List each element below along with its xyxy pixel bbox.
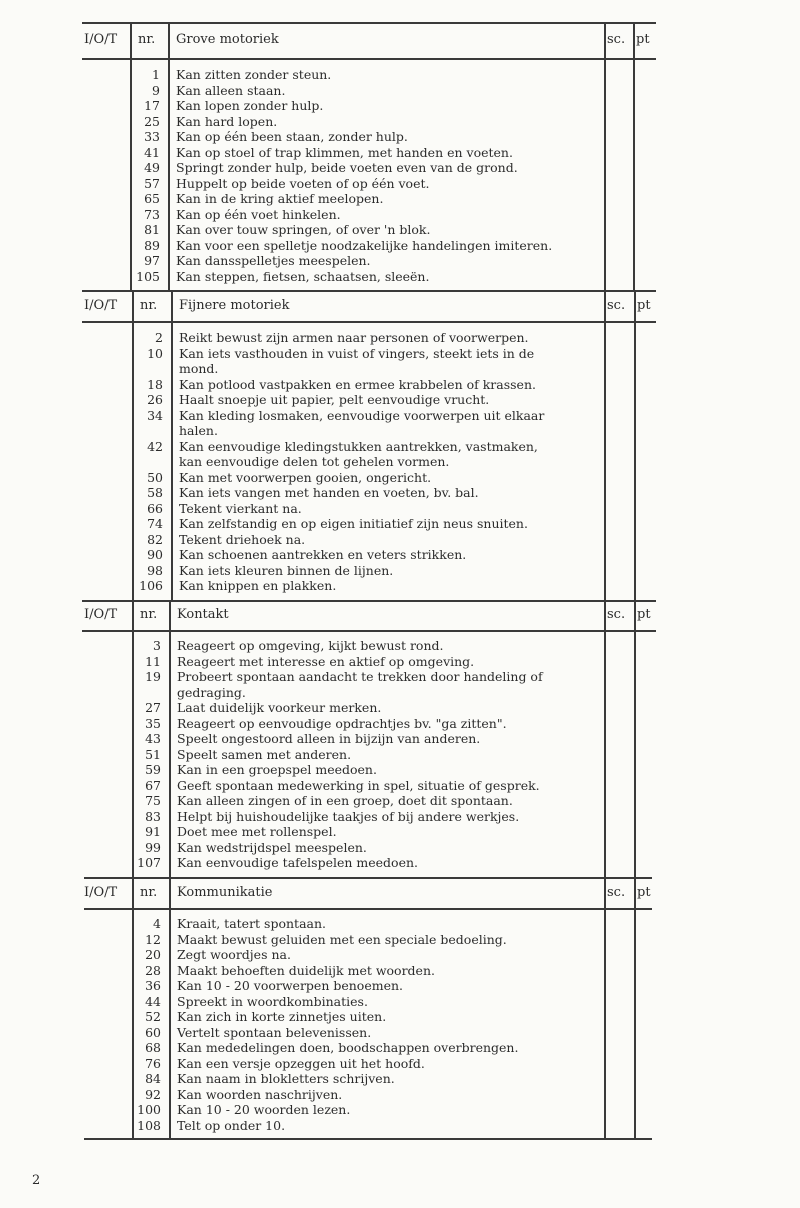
item-number: 50 bbox=[147, 469, 163, 485]
item-text: Kan op stoel of trap klimmen, met handen en voeten. bbox=[176, 144, 513, 160]
header-sc: sc. bbox=[607, 607, 626, 622]
item-text: Kan eenvoudige tafelspelen meedoen. bbox=[177, 855, 418, 870]
item-number: 17 bbox=[144, 98, 160, 113]
item-text: Kan knippen en plakken. bbox=[179, 578, 337, 593]
item-text: Kan hard lopen. bbox=[176, 113, 278, 129]
column-rule bbox=[168, 22, 170, 290]
item-number: 57 bbox=[144, 175, 160, 191]
item-text: Kan naam in blokletters schrijven. bbox=[177, 1071, 395, 1086]
column-rule bbox=[130, 22, 132, 58]
item-text: Geeft spontaan medewerking in spel, situatie of gesprek. bbox=[177, 777, 540, 793]
item-text: Kan wedstrijdspel meespelen. bbox=[177, 839, 367, 855]
section-title: Fijnere motoriek bbox=[179, 297, 290, 313]
item-number: 27 bbox=[145, 700, 161, 715]
item-number: 97 bbox=[144, 253, 160, 268]
item-text: Speelt ongestoord alleen in bijzijn van anderen. bbox=[177, 731, 481, 746]
header-nr: nr. bbox=[140, 297, 158, 313]
item-number: 67 bbox=[145, 777, 161, 793]
column-rule bbox=[604, 22, 606, 290]
item-number: 20 bbox=[145, 947, 161, 962]
item-text: Springt zonder hulp, beide voeten even van de grond. bbox=[176, 160, 518, 175]
item-text: Tekent driehoek na. bbox=[179, 531, 306, 547]
header-pt: pt bbox=[637, 297, 651, 313]
item-text: Kraait, tatert spontaan. bbox=[177, 916, 326, 931]
item-number: 68 bbox=[145, 1040, 161, 1055]
item-text: Huppelt op beide voeten of op één voet. bbox=[176, 175, 430, 191]
item-number: 106 bbox=[139, 578, 163, 593]
item-text: gedraging. bbox=[177, 684, 246, 700]
item-number: 91 bbox=[145, 824, 161, 839]
column-rule bbox=[169, 600, 171, 877]
item-text: Tekent vierkant na. bbox=[179, 500, 302, 516]
item-number: 76 bbox=[145, 1055, 161, 1071]
item-text: Reageert op omgeving, kijkt bewust rond. bbox=[177, 638, 444, 653]
header-iot: I/O/T bbox=[84, 607, 118, 622]
item-number: 73 bbox=[144, 206, 160, 222]
item-number: 60 bbox=[145, 1024, 161, 1040]
item-number: 11 bbox=[145, 653, 161, 669]
item-number: 65 bbox=[144, 191, 160, 206]
item-text: Kan schoenen aantrekken en veters strikken. bbox=[179, 547, 467, 562]
item-text: Kan steppen, fietsen, schaatsen, sleeën. bbox=[176, 268, 430, 284]
item-text: Kan 10 - 20 woorden lezen. bbox=[177, 1102, 351, 1117]
item-number: 98 bbox=[147, 562, 163, 578]
item-number: 74 bbox=[147, 516, 163, 531]
item-text: Kan eenvoudige kledingstukken aantrekken, vastmaken, bbox=[179, 438, 538, 454]
item-number: 3 bbox=[153, 638, 161, 653]
item-number: 105 bbox=[136, 268, 160, 284]
item-text: Telt op onder 10. bbox=[177, 1117, 286, 1133]
item-number: 44 bbox=[145, 993, 161, 1009]
item-text: Kan potlood vastpakken en ermee krabbelen of krassen. bbox=[179, 376, 536, 392]
header-iot: I/O/T bbox=[84, 884, 118, 900]
item-number: 107 bbox=[137, 855, 161, 870]
item-text: Kan woorden naschrijven. bbox=[177, 1086, 343, 1102]
item-number: 59 bbox=[145, 762, 161, 777]
item-number: 51 bbox=[145, 746, 161, 762]
item-text: Kan mededelingen doen, boodschappen overbrengen. bbox=[177, 1040, 519, 1055]
item-text: Reageert op eenvoudige opdrachtjes bv. "ga zitten". bbox=[177, 715, 507, 731]
header-iot: I/O/T bbox=[84, 32, 118, 47]
column-rule bbox=[604, 600, 606, 877]
item-text: Kan alleen staan. bbox=[176, 82, 286, 98]
item-text: mond. bbox=[179, 361, 219, 376]
item-text: halen. bbox=[179, 423, 218, 438]
header-bottom-rule bbox=[82, 321, 656, 323]
item-number: 36 bbox=[145, 978, 161, 993]
item-text: Spreekt in woordkombinaties. bbox=[177, 993, 368, 1009]
header-sc: sc. bbox=[607, 297, 626, 313]
item-number: 42 bbox=[147, 438, 163, 454]
item-text: Haalt snoepje uit papier, pelt eenvoudige vrucht. bbox=[179, 392, 490, 407]
item-number: 99 bbox=[145, 839, 161, 855]
item-text: Zegt woordjes na. bbox=[177, 947, 291, 962]
column-rule bbox=[171, 290, 173, 600]
item-text: Kan met voorwerpen gooien, ongericht. bbox=[179, 469, 432, 485]
item-number: 2 bbox=[155, 330, 163, 345]
column-rule bbox=[604, 290, 606, 600]
header-pt: pt bbox=[637, 607, 651, 622]
item-text: Kan zich in korte zinnetjes uiten. bbox=[177, 1009, 387, 1024]
item-text: Maakt behoeften duidelijk met woorden. bbox=[177, 962, 435, 978]
header-pt: pt bbox=[636, 32, 650, 47]
item-number: 43 bbox=[145, 731, 161, 746]
item-number: 26 bbox=[147, 392, 163, 407]
item-number: 28 bbox=[145, 962, 161, 978]
item-text: Reikt bewust zijn armen naar personen of voorwerpen. bbox=[179, 330, 529, 345]
item-text: Kan op één voet hinkelen. bbox=[176, 206, 341, 222]
item-text: Vertelt spontaan belevenissen. bbox=[177, 1024, 372, 1040]
item-text: Kan op één been staan, zonder hulp. bbox=[176, 129, 408, 144]
item-number: 84 bbox=[145, 1071, 161, 1086]
item-number: 10 bbox=[147, 345, 163, 361]
item-text: Kan in de kring aktief meelopen. bbox=[176, 191, 384, 206]
item-text: Reageert met interesse en aktief op omgeving. bbox=[177, 653, 475, 669]
item-text: Kan zitten zonder steun. bbox=[176, 67, 332, 82]
item-text: Kan in een groepspel meedoen. bbox=[177, 762, 377, 777]
item-number: 52 bbox=[145, 1009, 161, 1024]
item-text: Laat duidelijk voorkeur merken. bbox=[177, 700, 382, 715]
column-rule bbox=[634, 877, 636, 1138]
item-number: 66 bbox=[147, 500, 163, 516]
item-text: Kan kleding losmaken, eenvoudige voorwerpen uit elkaar bbox=[179, 407, 545, 423]
item-text: Probeert spontaan aandacht te trekken door handeling of bbox=[177, 669, 543, 684]
item-number: 58 bbox=[147, 485, 163, 500]
column-rule bbox=[132, 877, 134, 908]
page-number: 2 bbox=[32, 1173, 41, 1188]
table-bottom-rule bbox=[84, 1138, 652, 1140]
item-text: Doet mee met rollenspel. bbox=[177, 824, 337, 839]
item-number: 4 bbox=[153, 916, 161, 931]
item-number: 49 bbox=[144, 160, 160, 175]
section-title: Kontakt bbox=[177, 607, 229, 622]
header-sc: sc. bbox=[607, 884, 626, 900]
item-number: 100 bbox=[137, 1102, 161, 1117]
header-pt: pt bbox=[637, 884, 651, 900]
item-number: 1 bbox=[152, 67, 160, 82]
item-number: 89 bbox=[144, 237, 160, 253]
item-text: Kan iets vangen met handen en voeten, bv. bal. bbox=[179, 485, 479, 500]
item-text: Kan dansspelletjes meespelen. bbox=[176, 253, 371, 268]
column-rule bbox=[132, 600, 134, 630]
item-text: Kan lopen zonder hulp. bbox=[176, 98, 324, 113]
item-number: 9 bbox=[152, 82, 160, 98]
header-sc: sc. bbox=[607, 32, 626, 47]
item-number: 92 bbox=[145, 1086, 161, 1102]
item-number: 82 bbox=[147, 531, 163, 547]
item-number: 12 bbox=[145, 931, 161, 947]
column-rule bbox=[634, 290, 636, 600]
item-text: Kan zelfstandig en op eigen initiatief zijn neus snuiten. bbox=[179, 516, 528, 531]
item-number: 18 bbox=[147, 376, 163, 392]
item-text: Kan over touw springen, of over 'n blok. bbox=[176, 222, 431, 237]
column-rule bbox=[633, 22, 635, 290]
item-text: Kan voor een spelletje noodzakelijke handelingen imiteren. bbox=[176, 237, 553, 253]
item-text: Helpt bij huishoudelijke taakjes of bij andere werkjes. bbox=[177, 808, 520, 824]
item-number: 41 bbox=[144, 144, 160, 160]
section-top-rule bbox=[82, 290, 656, 292]
item-number: 34 bbox=[147, 407, 163, 423]
item-number: 83 bbox=[145, 808, 161, 824]
item-number: 90 bbox=[147, 547, 163, 562]
item-text: Speelt samen met anderen. bbox=[177, 746, 352, 762]
section-title: Kommunikatie bbox=[177, 884, 273, 900]
item-number: 75 bbox=[145, 793, 161, 808]
item-text: Kan alleen zingen of in een groep, doet dit spontaan. bbox=[177, 793, 513, 808]
item-text: Kan een versje opzeggen uit het hoofd. bbox=[177, 1055, 425, 1071]
item-text: Maakt bewust geluiden met een speciale bedoeling. bbox=[177, 931, 507, 947]
item-text: Kan iets vasthouden in vuist of vingers, steekt iets in de bbox=[179, 345, 535, 361]
column-rule bbox=[169, 877, 171, 1138]
section-title: Grove motoriek bbox=[176, 32, 279, 47]
item-number: 108 bbox=[137, 1117, 161, 1133]
item-number: 19 bbox=[145, 669, 161, 684]
item-number: 35 bbox=[145, 715, 161, 731]
column-rule bbox=[634, 600, 636, 877]
item-text: Kan 10 - 20 voorwerpen benoemen. bbox=[177, 978, 404, 993]
header-nr: nr. bbox=[138, 32, 156, 47]
header-nr: nr. bbox=[140, 884, 158, 900]
item-text: Kan iets kleuren binnen de lijnen. bbox=[179, 562, 394, 578]
column-rule bbox=[132, 290, 134, 321]
header-iot: I/O/T bbox=[84, 297, 118, 313]
column-rule bbox=[604, 877, 606, 1138]
item-number: 33 bbox=[144, 129, 160, 144]
item-number: 25 bbox=[144, 113, 160, 129]
item-number: 81 bbox=[144, 222, 160, 237]
header-nr: nr. bbox=[140, 607, 158, 622]
item-text: kan eenvoudige delen tot gehelen vormen. bbox=[179, 454, 450, 469]
